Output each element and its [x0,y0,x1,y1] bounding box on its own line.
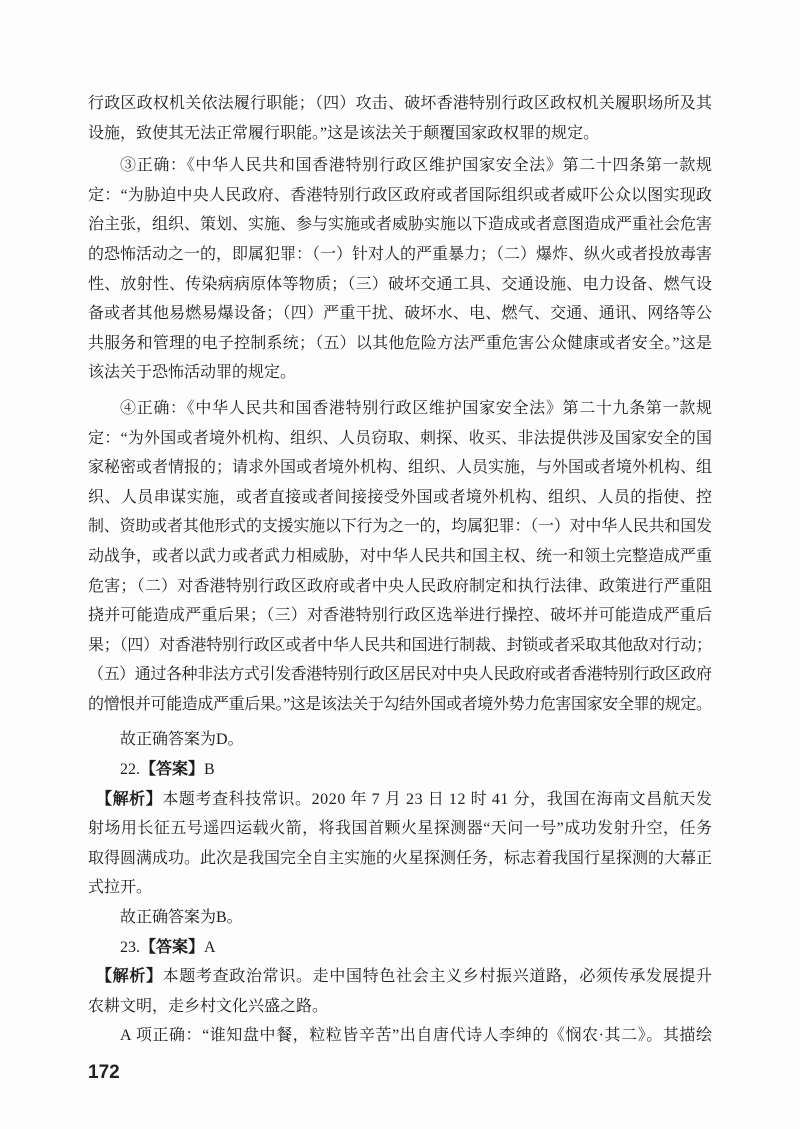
text-line: 该法关于恐怖活动罪的规定。 [88,364,297,382]
text-line: 定：“为胁迫中央人民政府、香港特别行政区政府或者国际组织或者威吓公众以图实现政 [88,186,713,204]
text-line: A 项正确：“谁知盘中餐，粒粒皆辛苦”出自唐代诗人李绅的《悯农·其二》。其描绘 [120,1027,713,1045]
text-line: 性、放射性、传染病病原体等物质；（三）破坏交通工具、交通设施、电力设备、燃气设 [88,275,713,293]
text-line: 制、资助或者其他形式的支援实施以下行为之一的，均属犯罪：（一）对中华人民共和国发 [88,518,712,536]
answer-conclusion [88,725,712,755]
page-number: 172 [88,1062,120,1083]
text-line: 动战争，或者以武力或者武力相威胁，对中华人民共和国主权、统一和领土完整造成严重 [88,547,712,565]
text-line: （五）通过各种非法方式引发香港特别行政区居民对中央人民政府或者香港特别行政区政府 [88,666,712,684]
text-line: ④正确：《中华人民共和国香港特别行政区维护国家安全法》第二十九条第一款规 [120,399,713,417]
text-line: 取得圆满成功。此次是我国完全自主实施的火星探测任务，标志着我国行星探测的大幕正 [88,849,712,867]
answer-label: 【答案】 [140,938,205,956]
item-3-paragraph [88,151,712,388]
answer-label: 【答案】 [140,761,205,779]
question-number: 22. [120,761,140,779]
answer-value: B [204,761,215,779]
text-line: 备或者其他易燃易爆设备；（四）严重干扰、破坏水、电、燃气、交通、通讯、网络等公 [88,305,713,323]
analysis-label: 【解析】 [96,790,163,808]
option-a-paragraph [88,1021,712,1051]
analysis-text: 本题考查政治常识。走中国特色社会主义乡村振兴道路，必须传承发展提升 [162,968,713,986]
answer-line [88,755,712,785]
text-line: ③正确：《中华人民共和国香港特别行政区维护国家安全法》第二十四条第一款规 [120,157,713,175]
text-line: 式拉开。 [88,879,153,897]
text-line: 定：“为外国或者境外机构、组织、人员窃取、刺探、收买、非法提供涉及国家安全的国 [88,429,713,447]
analysis-paragraph [88,785,712,903]
text-line: 共服务和管理的电子控制系统；（五）以其他危险方法严重危害公众健康或者安全。”这是 [88,334,713,352]
item-4-paragraph [88,394,712,720]
answer-value: A [204,938,216,956]
text-line: 的恐怖活动之一的，即属犯罪：（一）针对人的严重暴力；（二）爆炸、纵火或者投放毒害 [88,245,712,263]
answer-line [88,933,712,963]
document-page [88,89,712,1051]
question-number: 23. [120,938,140,956]
text-line: 的憎恨并可能造成严重后果。”这是该法关于勾结外国或者境外势力危害国家安全罪的规定。 [88,695,712,713]
analysis-label: 【解析】 [96,968,163,986]
question-23 [88,933,712,1051]
text-line: 家秘密或者情报的；请求外国或者境外机构、组织、人员实施，与外国或者境外机构、组 [88,459,712,477]
text-line: 果；（四）对香港特别行政区或者中华人民共和国进行制裁、封锁或者采取其他敌对行动； [88,636,712,654]
text-line: 故正确答案为D。 [120,731,244,749]
question-22 [88,755,712,933]
text-line: 危害；（二）对香港特别行政区政府或者中央人民政府制定和执行法律、政策进行严重阻 [88,577,713,595]
text-line: 射场用长征五号遥四运载火箭，将我国首颗火星探测器“天问一号”成功发射升空，任务 [88,820,713,838]
answer-conclusion: 故正确答案为B。 [120,909,243,927]
question-21-continued [88,89,712,755]
text-line [88,962,712,992]
text-line: 治主张，组织、策划、实施、参与实施或者威胁实施以下造成或者意图造成严重社会危害 [88,216,712,234]
text-line: 行政区政权机关依法履行职能；（四）攻击、破坏香港特别行政区政权机关履职场所及其 [88,95,713,112]
text-line: 织、人员串谋实施，或者直接或者间接接受外国或者境外机构、组织、人员的指使、控 [88,488,713,506]
analysis-paragraph [88,962,712,1021]
text-line: 设施，致使其无法正常履行职能。”这是该法关于颠覆国家政权罪的规定。 [88,124,600,142]
text-line: 挠并可能造成严重后果；（三）对香港特别行政区选举进行操控、破坏并可能造成严重后 [88,607,713,625]
text-line [88,785,712,815]
analysis-text: 本题考查科技常识。2020 年 7 月 23 日 12 时 41 分，我国在海南文昌航天发 [162,790,713,808]
text-line: 农耕文明，走乡村文化兴盛之路。 [88,997,329,1015]
subversion-paragraph-end [88,89,712,148]
